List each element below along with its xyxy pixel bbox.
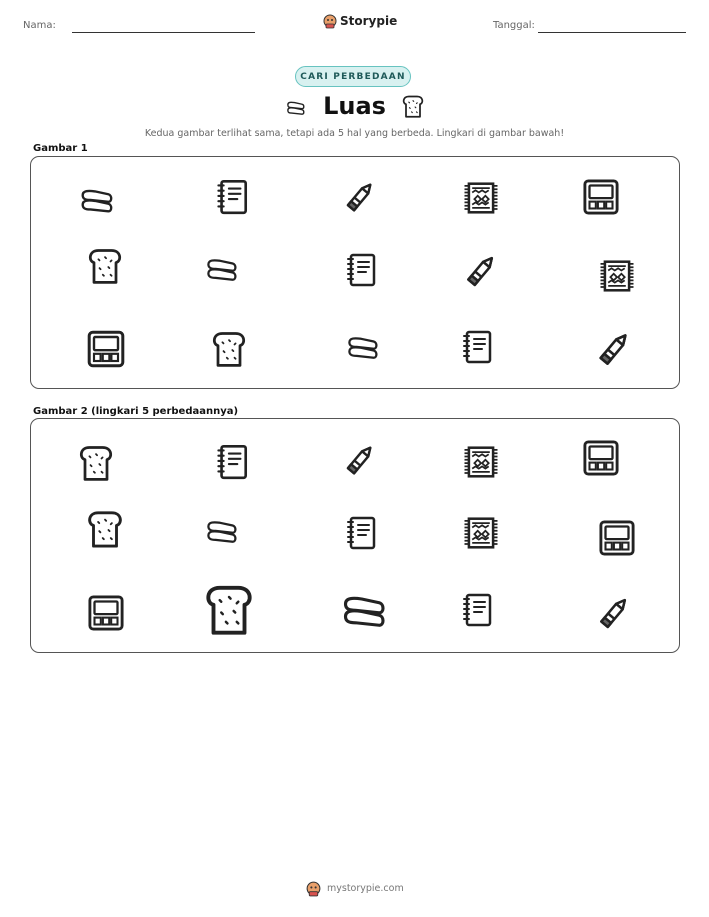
picture1-label: Gambar 1: [33, 143, 88, 154]
toast-icon[interactable]: [198, 578, 260, 644]
rug-icon[interactable]: [458, 511, 504, 555]
name-label: Nama:: [23, 20, 56, 31]
notebook-icon[interactable]: [210, 176, 252, 218]
crayon-icon[interactable]: [340, 177, 380, 217]
footer-site: mystorypie.com: [327, 883, 404, 894]
notebook-icon[interactable]: [456, 586, 496, 634]
toast-icon[interactable]: [207, 327, 251, 373]
instructions: Kedua gambar terlihat sama, tetapi ada 5 hal yang berbeda. Lingkari di gambar bawah!: [144, 128, 565, 139]
rug-icon[interactable]: [458, 176, 504, 220]
footer: [306, 880, 404, 897]
name-line[interactable]: [72, 32, 255, 33]
notebook-icon[interactable]: [210, 440, 252, 484]
page-title: Luas: [323, 92, 386, 120]
date-line[interactable]: [538, 32, 686, 33]
toast-icon[interactable]: [82, 245, 128, 289]
crayon-icon[interactable]: [592, 592, 636, 634]
towel-icon[interactable]: [74, 180, 118, 218]
toast-icon[interactable]: [74, 440, 118, 488]
crayon-icon[interactable]: [340, 438, 380, 482]
timer-icon[interactable]: [578, 174, 624, 220]
rug-icon[interactable]: [594, 254, 640, 298]
storypie-mascot-icon: [306, 880, 321, 897]
timer-icon[interactable]: [82, 325, 130, 373]
crayon-icon[interactable]: [460, 250, 502, 292]
notebook-icon[interactable]: [456, 324, 496, 370]
timer-icon[interactable]: [82, 590, 130, 636]
storypie-mascot-icon: [323, 13, 337, 29]
notebook-icon[interactable]: [340, 510, 380, 556]
worksheet-type-badge: CARI PERBEDAAN: [295, 66, 411, 87]
towel-icon[interactable]: [198, 250, 244, 286]
rug-icon[interactable]: [458, 440, 504, 484]
brand-logo: [323, 13, 397, 29]
brand-name: Storypie: [340, 14, 398, 28]
crayon-icon[interactable]: [592, 327, 636, 371]
toast-icon: [399, 93, 427, 121]
towel-icon[interactable]: [340, 328, 384, 364]
towel-icon[interactable]: [330, 584, 396, 634]
timer-icon[interactable]: [594, 514, 640, 562]
picture2-label: Gambar 2 (lingkari 5 perbedaannya): [33, 406, 239, 417]
toast-icon[interactable]: [82, 507, 128, 553]
towel-icon[interactable]: [198, 512, 244, 548]
date-label: Tanggal:: [493, 20, 535, 31]
notebook-icon[interactable]: [340, 248, 380, 292]
timer-icon[interactable]: [578, 435, 624, 481]
